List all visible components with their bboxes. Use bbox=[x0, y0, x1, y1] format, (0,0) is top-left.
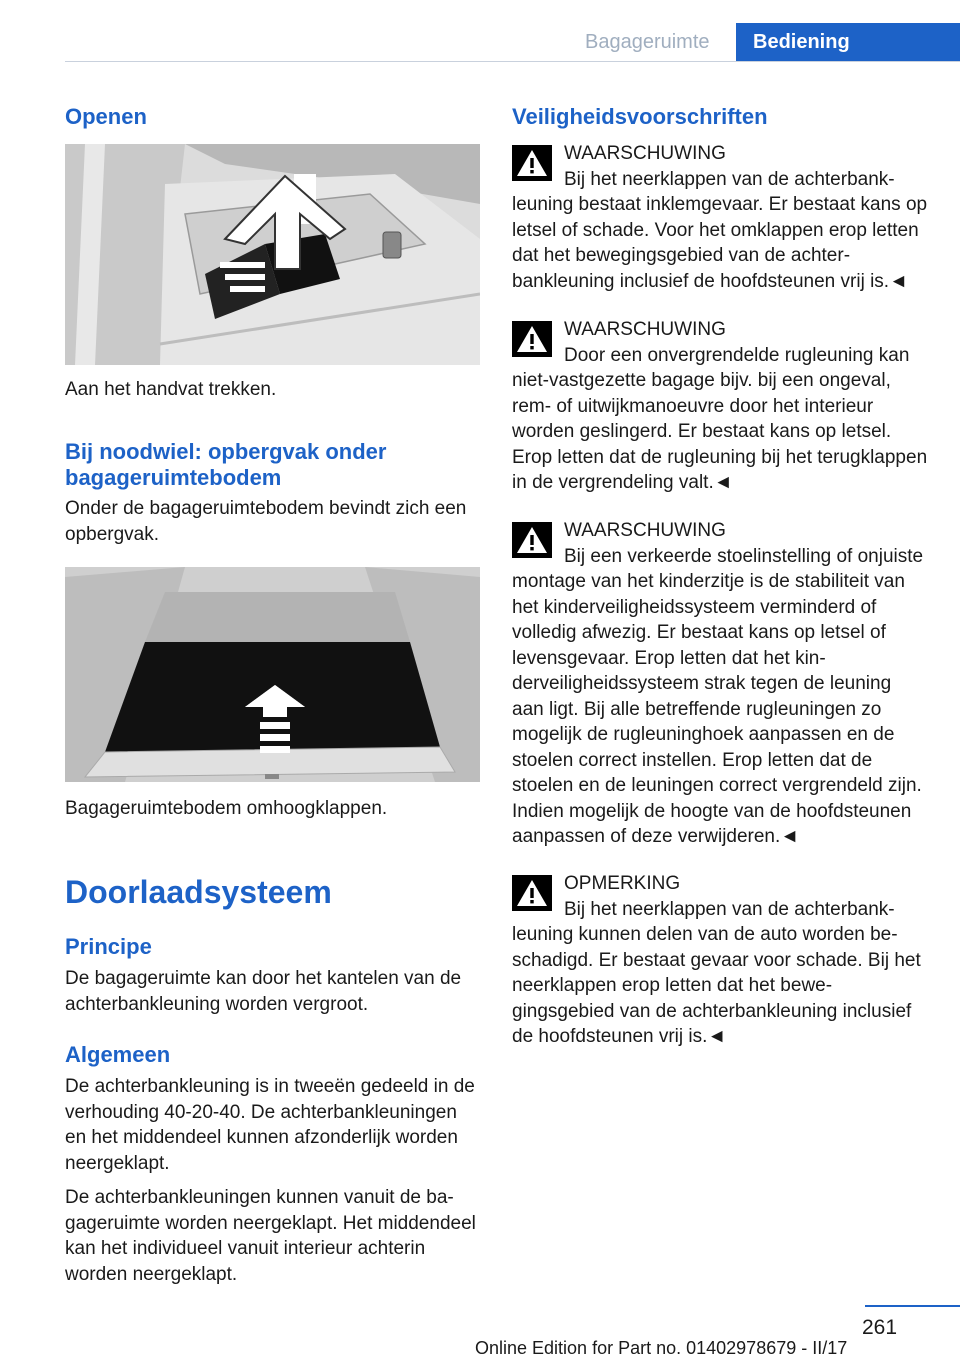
warning-title-2: WAARSCHUWING bbox=[564, 319, 726, 340]
header-divider bbox=[65, 61, 960, 62]
heading-noodwiel: Bij noodwiel: opbergvak onder bagageruimtebodem bbox=[65, 439, 387, 490]
heading-openen: Openen bbox=[65, 104, 147, 129]
footer-divider bbox=[865, 1305, 960, 1307]
heading-algemeen: Algemeen bbox=[65, 1042, 171, 1067]
heading-doorlaadsysteem: Doorlaadsysteem bbox=[65, 874, 332, 910]
warning-text-3: Bij een verkeerde stoelinstelling of onjuiste montage van het kinderzitje is de stabiliteit van het kinderveiligheidssysteem verminderd of volledig afwezig. Er bestaat kans op letsel of levensgevaar. Erop letten dat het kinderveiligheidssysteem strak tegen de leuning aan ligt. Bij alle betreffende rugleuningen zo mogelijk de rugleuninghoek aanpassen en de stoelen correct instellen. Erop letten dat de stoelen en de leuningen correct vergrendeld zijn. Indien mogelijk de hoogte van de hoofdsteunen aanpassen of deze verwijderen.◄ bbox=[512, 545, 924, 847]
warning-text-2: Door een onvergrendelde rugleuning kan niet-vastgezette bagage bijv. bij een ongeval, rem- of uitwijkmanoeuvre door het interieur worden geslingerd. Er bestaat kans op letsel. Erop letten dat de rugleuning bij het terugklappen in de vergrendeling valt.◄ bbox=[512, 344, 928, 493]
header-section-tab: Bagageruimte bbox=[585, 31, 710, 53]
caption-floor: Bagageruimtebodem omhoogklappen. bbox=[65, 798, 388, 819]
footer-edition: Online Edition for Part no. 01402978679 - II/17 bbox=[475, 1338, 848, 1358]
warning-title-3: WAARSCHUWING bbox=[564, 520, 726, 541]
heading-principe: Principe bbox=[65, 934, 152, 959]
notice-text: Bij het neerklappen van de achterbankleuning kunnen delen van de auto worden beschadigd. Er bestaat gevaar voor schade. Bij het neerklappen erop letten dat het bewegingsgebied van de achterbankleuning inclusief de hoofdsteunen vrij is.◄ bbox=[512, 898, 921, 1047]
paragraph-noodwiel: Onder de bagageruimtebodem bevindt zich een opbergvak. bbox=[65, 498, 467, 545]
paragraph-algemeen-2: De achterbankleuningen kunnen vanuit de bagageruimte worden neergeklapt. Het middendeel kan het individueel vanuit interieur achterin worden neergeklapt. bbox=[65, 1187, 476, 1285]
paragraph-principe: De bagageruimte kan door het kantelen van de achterbankleuning worden vergroot. bbox=[65, 968, 462, 1015]
heading-veiligheidsvoorschriften: Veiligheidsvoorschriften bbox=[512, 104, 768, 129]
trunk-floor-illustration bbox=[65, 567, 480, 782]
paragraph-algemeen-1: De achterbankleuning is in tweeën gedeeld in de verhouding 40-20-40. De achterbankleuningen en het middendeel kunnen afzonderlijk worden neergeklapt. bbox=[65, 1076, 475, 1174]
warning-title-1: WAARSCHUWING bbox=[564, 143, 726, 164]
warning-text-1: Bij het neerklappen van de achterbankleuning bestaat inklemgevaar. Er bestaat kans op letsel of schade. Voor het omklappen erop letten dat het bewegingsgebied van de achterbankleuning inclusief de hoofdsteunen vrij is.◄ bbox=[512, 168, 928, 292]
notice-title: OPMERKING bbox=[564, 873, 681, 894]
trunk-handle-illustration bbox=[65, 144, 480, 365]
caption-handle: Aan het handvat trekken. bbox=[65, 379, 277, 400]
page-number: 261 bbox=[862, 1316, 898, 1339]
header-chapter-tab: Bediening bbox=[736, 23, 960, 62]
